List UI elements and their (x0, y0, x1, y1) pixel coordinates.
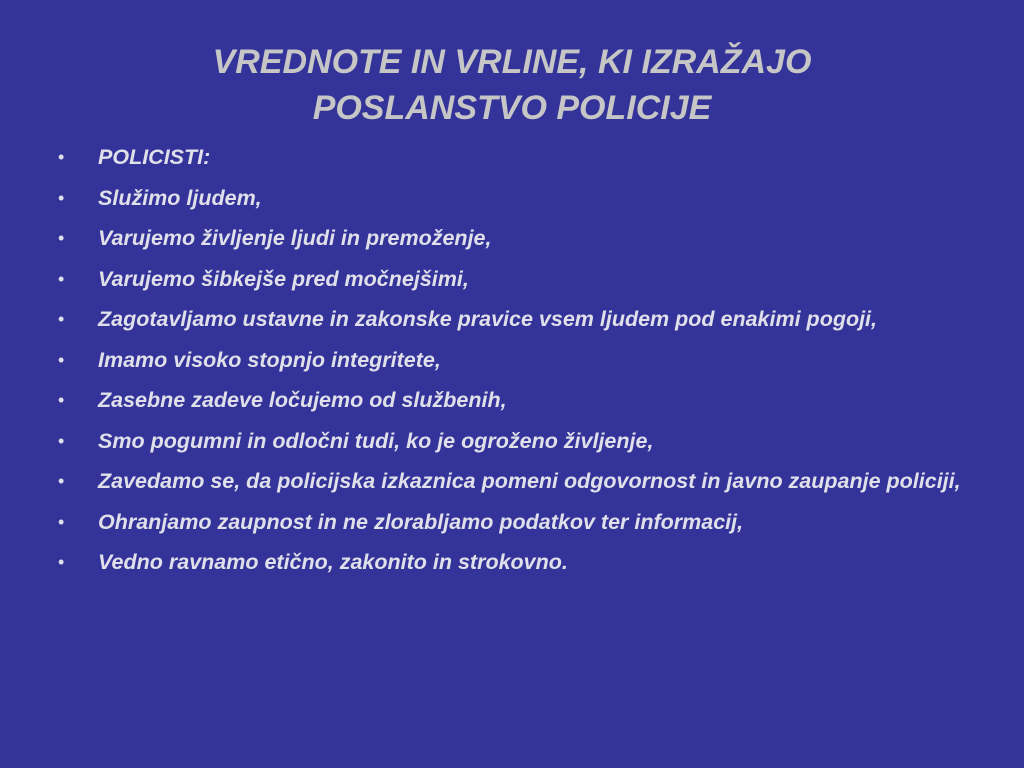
bullet-item (58, 264, 978, 294)
bullet-text: Zagotavljamo ustavne in zakonske pravice vsem ljudem pod enakimi pogoji, (98, 307, 878, 331)
bullet-item (58, 345, 978, 375)
bullet-text: Zavedamo se, da policijska izkaznica pomeni odgovornost in javno zaupanje policiji, (98, 469, 961, 493)
bullet-icon: • (58, 309, 65, 329)
bullet-icon: • (58, 187, 65, 208)
bullet-icon: • (58, 552, 65, 572)
bullet-item (58, 183, 978, 213)
bullet-text: Služimo ljudem, (98, 185, 262, 210)
bullet-icon: • (58, 228, 65, 248)
slide-title-line-2: POSLANSTVO POLICIJE (312, 89, 712, 127)
bullet-item (58, 223, 978, 253)
bullet-item (58, 304, 978, 334)
bullet-item (58, 426, 978, 456)
bullet-text: Smo pogumni in odločni tudi, ko je ogroženo življenje, (98, 428, 654, 453)
bullet-list (58, 142, 978, 588)
bullet-text: POLICISTI: (98, 145, 211, 169)
bullet-text: Vedno ravnamo etično, zakonito in strokovno. (98, 550, 568, 574)
bullet-text: Varujemo življenje ljudi in premoženje, (98, 226, 492, 250)
bullet-text: Ohranjamo zaupnost in ne zlorabljamo podatkov ter informacij, (98, 509, 744, 534)
bullet-icon: • (58, 268, 65, 289)
bullet-item (58, 142, 978, 172)
bullet-text: Zasebne zadeve ločujemo od službenih, (98, 388, 507, 412)
bullet-icon: • (58, 511, 65, 532)
bullet-icon: • (58, 349, 65, 370)
bullet-text: Varujemo šibkejše pred močnejšimi, (98, 266, 469, 291)
slide-title (60, 39, 964, 131)
bullet-item (58, 547, 978, 577)
bullet-icon: • (58, 390, 65, 410)
bullet-text: Imamo visoko stopnjo integritete, (98, 347, 441, 372)
bullet-icon: • (58, 471, 65, 491)
slide-title-line-1: VREDNOTE IN VRLINE, KI IZRAŽAJO (212, 43, 812, 81)
bullet-icon: • (58, 147, 65, 167)
bullet-item (58, 385, 978, 415)
bullet-icon: • (58, 430, 65, 451)
bullet-item (58, 466, 978, 496)
bullet-item (58, 507, 978, 537)
